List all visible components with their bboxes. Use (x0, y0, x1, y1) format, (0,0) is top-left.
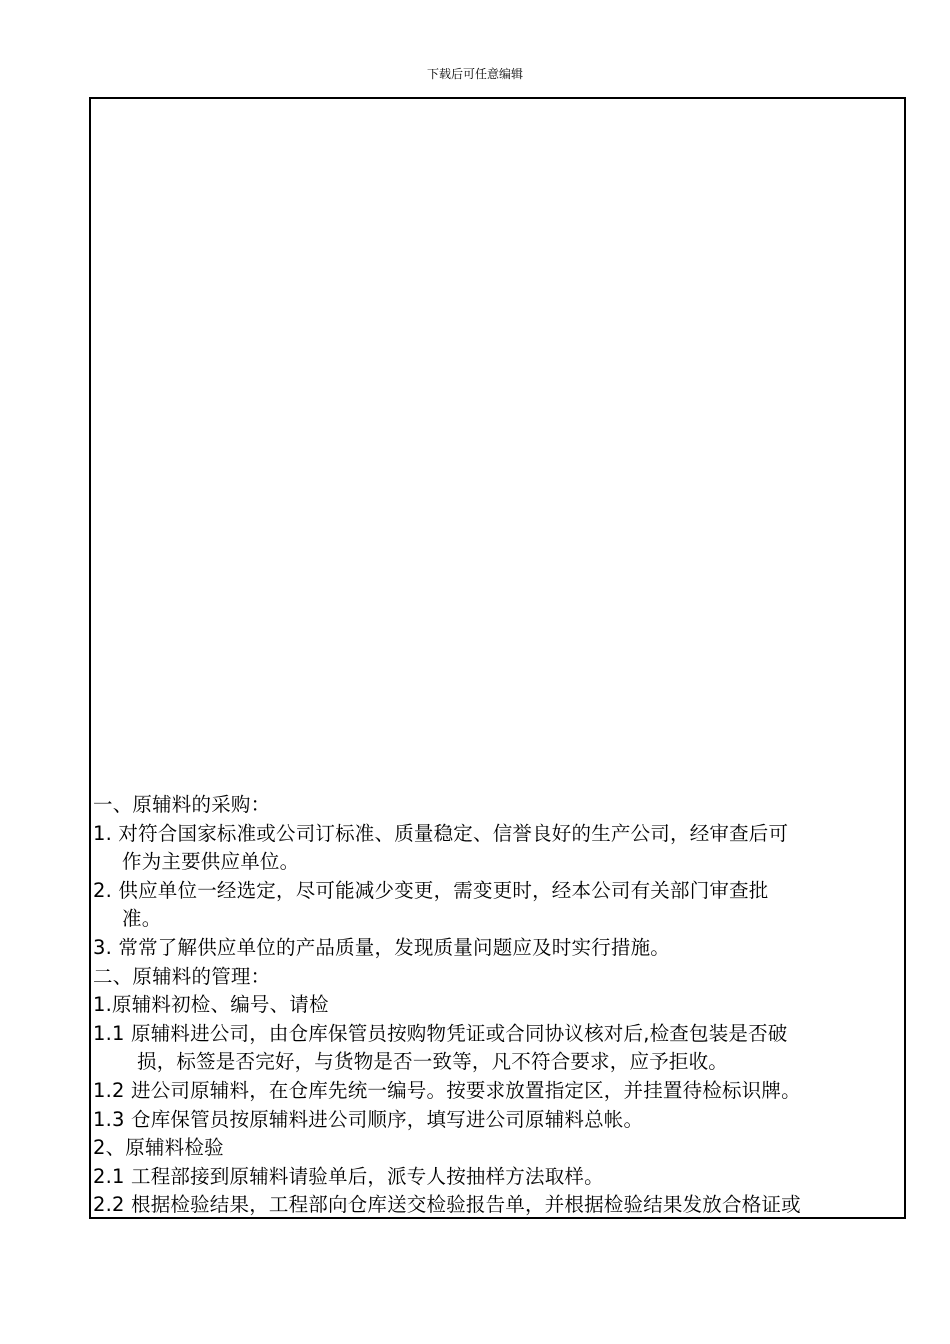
procurement-item-1-continued: 作为主要供应单位。 (122, 850, 300, 874)
inspection-item-2-1: 2.1 工程部接到原辅料请验单后，派专人按抽样方法取样。 (93, 1164, 604, 1188)
management-item-1-3: 1.3 仓库保管员按原辅料进公司顺序，填写进公司原辅料总帐。 (93, 1107, 644, 1131)
procurement-item-2-continued: 准。 (122, 907, 162, 931)
management-item-1-2: 1.2 进公司原辅料，在仓库先统一编号。按要求放置指定区，并挂置待检标识牌。 (93, 1078, 801, 1102)
procurement-item-3: 3. 常常了解供应单位的产品质量，发现质量问题应及时实行措施。 (93, 935, 671, 959)
management-item-1-1: 1.1 原辅料进公司，由仓库保管员按购物凭证或合同协议核对后,检查包装是否破 (93, 1021, 788, 1045)
procurement-item-2: 2. 供应单位一经选定，尽可能减少变更，需变更时，经本公司有关部门审查批 (93, 878, 769, 902)
document-body (93, 791, 900, 1220)
section-heading-management: 二、原辅料的管理： (93, 964, 271, 988)
inspection-subheading-2: 2、原辅料检验 (93, 1136, 224, 1160)
management-item-1-1-continued: 损，标签是否完好，与货物是否一致等，凡不符合要求，应予拒收。 (137, 1050, 729, 1074)
section-heading-procurement: 一、原辅料的采购： (93, 793, 271, 816)
procurement-item-1: 1. 对符合国家标准或公司订标准、质量稳定、信誉良好的生产公司，经审查后可 (93, 821, 789, 845)
inspection-item-2-2: 2.2 根据检验结果，工程部向仓库送交检验报告单，并根据检验结果发放合格证或 (93, 1193, 801, 1217)
document-frame (89, 97, 906, 1219)
page-header-note: 下载后可任意编辑 (426, 67, 523, 81)
management-subheading-1: 1.原辅料初检、编号、请检 (93, 993, 329, 1017)
